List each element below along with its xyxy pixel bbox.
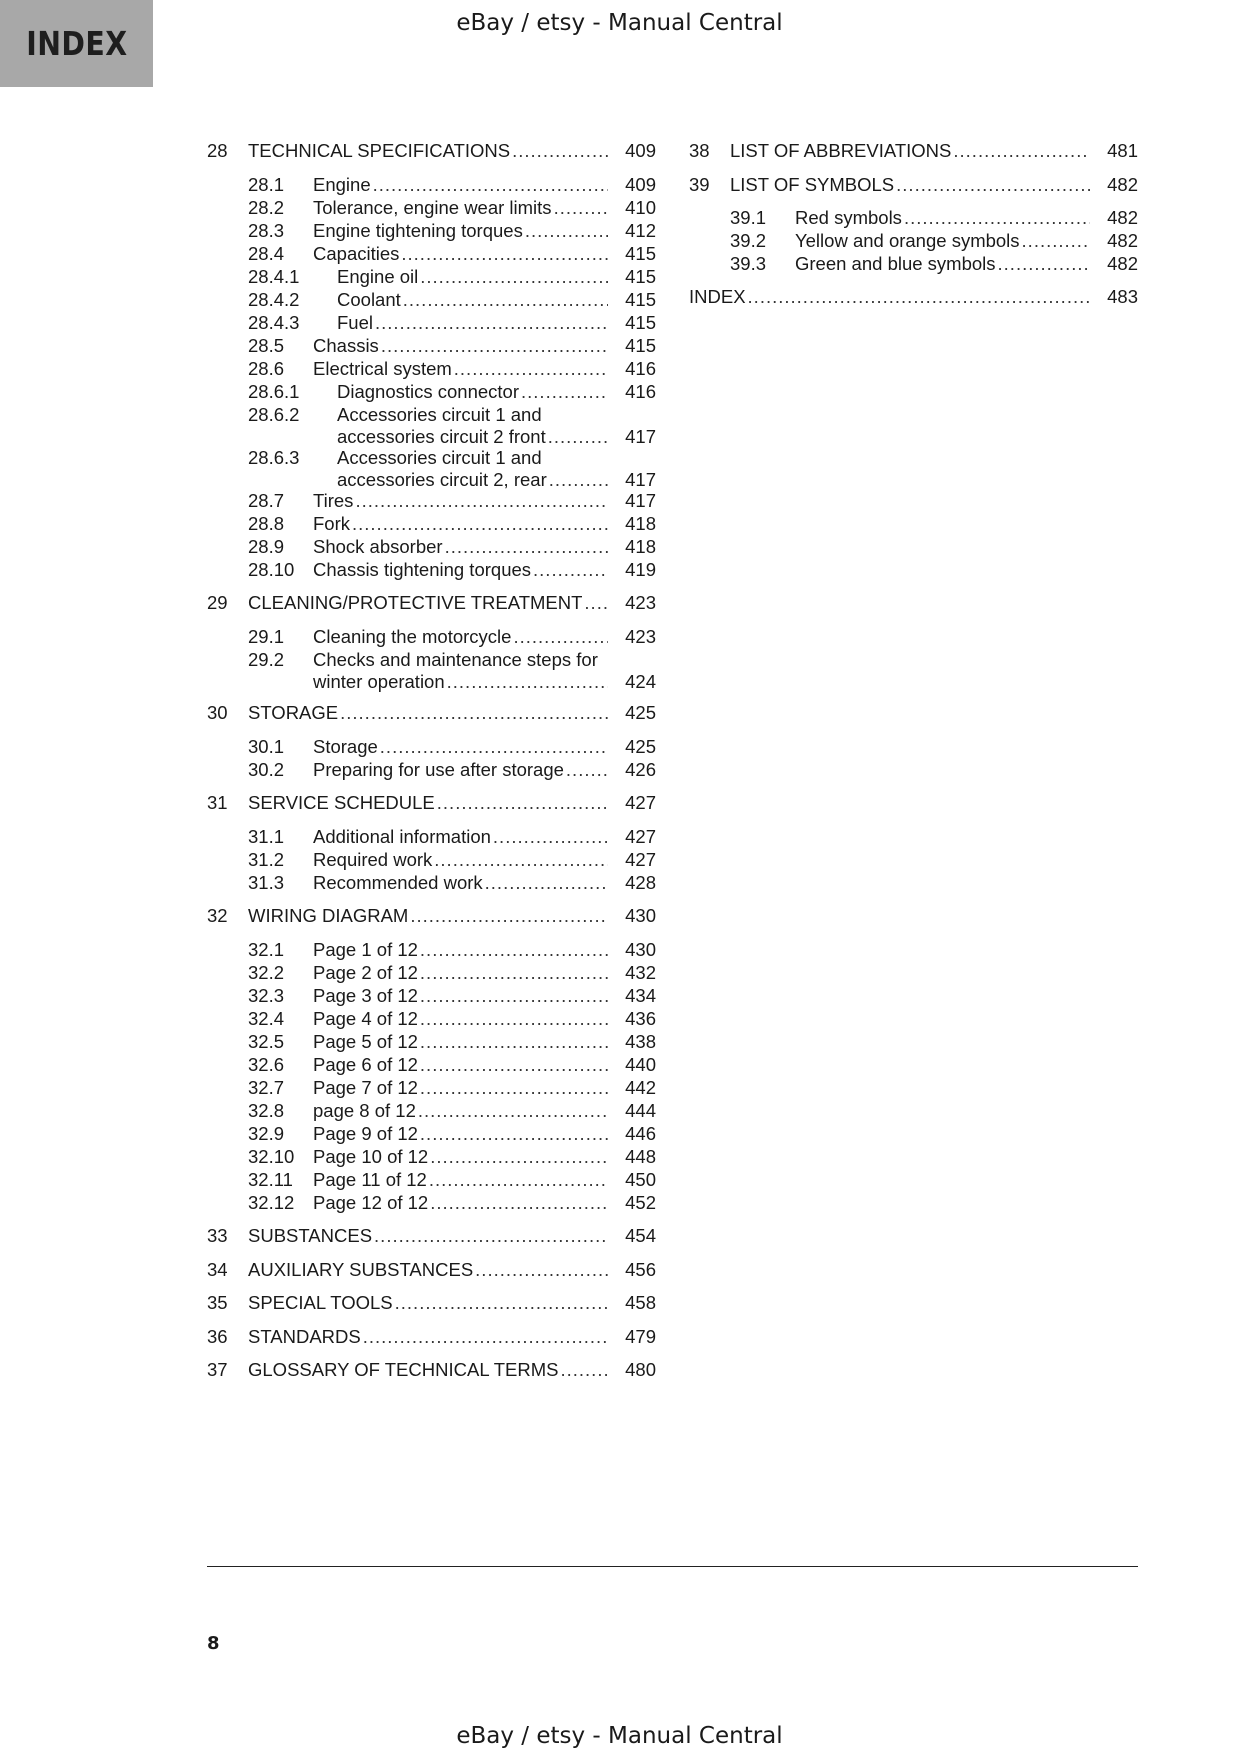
toc-entry-number: 30.1 (248, 736, 285, 757)
toc-entry-number: 28.1 (248, 174, 285, 195)
toc-entry-number: 28.2 (248, 197, 285, 218)
toc-entry-number: 37 (207, 1359, 228, 1380)
toc-entry-title: Tires (313, 490, 354, 511)
toc-entry-page: 482 (1107, 174, 1138, 195)
dot-leader (420, 962, 608, 984)
dot-leader (447, 671, 608, 693)
toc-entry-page: 416 (625, 381, 656, 402)
toc-entry-title: Fork (313, 513, 350, 534)
toc-entry-page: 427 (625, 792, 656, 813)
toc-entry-number: 28.4 (248, 243, 285, 264)
toc-entry-title: SERVICE SCHEDULE (248, 792, 435, 813)
dot-leader (521, 381, 608, 403)
toc-entry-title: Page 1 of 12 (313, 939, 418, 960)
toc-entry-number: 32.10 (248, 1146, 295, 1167)
toc-entry-page: 454 (625, 1225, 656, 1246)
toc-entry-page: 419 (625, 559, 656, 580)
dot-leader (410, 905, 608, 927)
toc-entry-title: WIRING DIAGRAM (248, 905, 409, 926)
toc-entry-page: 418 (625, 536, 656, 557)
toc-entry-page: 417 (625, 426, 656, 447)
dot-leader (430, 1192, 608, 1214)
toc-entry-number: 32.1 (248, 939, 285, 960)
toc-entry-page: 410 (625, 197, 656, 218)
toc-entry-number: 28.8 (248, 513, 285, 534)
toc-entry-title: SPECIAL TOOLS (248, 1292, 393, 1313)
toc-entry-title: page 8 of 12 (313, 1100, 416, 1121)
dot-leader (420, 1077, 608, 1099)
dot-leader (373, 174, 608, 196)
dot-leader (475, 1259, 608, 1281)
toc-entry-page: 426 (625, 759, 656, 780)
toc-entry-title: Page 9 of 12 (313, 1123, 418, 1144)
toc-entry-number: 28.4.2 (248, 289, 300, 310)
toc-entry-number: 28.3 (248, 220, 285, 241)
toc-entry-number: 36 (207, 1326, 228, 1347)
dot-leader (355, 490, 608, 512)
toc-entry-title: Storage (313, 736, 378, 757)
dot-leader (445, 536, 608, 558)
dot-leader (554, 197, 608, 219)
toc-entry-number: 28.6.2 (248, 404, 300, 425)
toc-entry-page: 434 (625, 985, 656, 1006)
toc-entry-number: 28.5 (248, 335, 285, 356)
toc-entry-title: Tolerance, engine wear limits (313, 197, 552, 218)
dot-leader (403, 289, 608, 311)
dot-leader (420, 939, 608, 961)
toc-entry-number: 32.3 (248, 985, 285, 1006)
dot-leader (420, 1123, 608, 1145)
toc-entry-page: 415 (625, 312, 656, 333)
toc-entry-number: 32.5 (248, 1031, 285, 1052)
dot-leader (437, 792, 608, 814)
toc-entry-title-line1: Accessories circuit 1 and (337, 404, 542, 425)
toc-entry-page: 438 (625, 1031, 656, 1052)
toc-entry-title: Electrical system (313, 358, 452, 379)
toc-entry-title: Preparing for use after storage (313, 759, 564, 780)
toc-entry-title: Chassis tightening torques (313, 559, 532, 580)
toc-entry-page: 415 (625, 289, 656, 310)
toc-entry-title: Chassis (313, 335, 379, 356)
dot-leader (420, 266, 608, 288)
toc-entry-page: 427 (625, 849, 656, 870)
toc-entry-page: 425 (625, 702, 656, 723)
toc-entry-title: Diagnostics connector (337, 381, 520, 402)
toc-entry-number: 32 (207, 905, 228, 926)
toc-entry-number: 33 (207, 1225, 228, 1246)
toc-entry-page: 432 (625, 962, 656, 983)
toc-entry-number: 32.8 (248, 1100, 285, 1121)
toc-entry-number: 39.3 (730, 253, 767, 274)
toc-entry-title: Required work (313, 849, 433, 870)
dot-leader (420, 1031, 608, 1053)
toc-entry-title: accessories circuit 2 front (337, 426, 546, 447)
toc-entry-number: 32.9 (248, 1123, 285, 1144)
toc-entry-title: Red symbols (795, 207, 902, 228)
toc-entry-number: 28.4.3 (248, 312, 300, 333)
toc-entry-title: TECHNICAL SPECIFICATIONS (248, 140, 511, 161)
toc-entry-page: 423 (625, 626, 656, 647)
dot-leader (584, 592, 608, 614)
dot-leader (434, 849, 608, 871)
toc-entry-page: 483 (1107, 286, 1138, 307)
toc-entry-title: Shock absorber (313, 536, 443, 557)
toc-entry-title: Green and blue symbols (795, 253, 996, 274)
dot-leader (485, 872, 608, 894)
toc-entry-title: Page 3 of 12 (313, 985, 418, 1006)
toc-entry-number: 28.4.1 (248, 266, 300, 287)
toc-entry-page: 427 (625, 826, 656, 847)
toc-entry-title: LIST OF ABBREVIATIONS (730, 140, 952, 161)
dot-leader (525, 220, 608, 242)
toc-entry-page: 480 (625, 1359, 656, 1380)
dot-leader (363, 1326, 608, 1348)
toc-entry-page: 415 (625, 266, 656, 287)
toc-entry-number: 28.7 (248, 490, 285, 511)
toc-entry-number: 39.2 (730, 230, 767, 251)
toc-entry-number: 39.1 (730, 207, 767, 228)
dot-leader (418, 1100, 608, 1122)
toc-entry-page: 458 (625, 1292, 656, 1313)
toc-entry-number: 32.12 (248, 1192, 295, 1213)
toc-entry-title: Page 5 of 12 (313, 1031, 418, 1052)
toc-entry-page: 412 (625, 220, 656, 241)
toc-entry-number: 31.2 (248, 849, 285, 870)
toc-entry-page: 428 (625, 872, 656, 893)
toc-entry-number: 32.6 (248, 1054, 285, 1075)
toc-entry-number: 28.9 (248, 536, 285, 557)
dot-leader (401, 243, 608, 265)
footer-watermark: eBay / etsy - Manual Central (456, 1723, 783, 1749)
toc-entry-title: INDEX (689, 286, 746, 307)
dot-leader (420, 1008, 608, 1030)
dot-leader (381, 335, 608, 357)
header-watermark: eBay / etsy - Manual Central (456, 10, 783, 36)
dot-leader (420, 1054, 608, 1076)
toc-entry-number: 32.2 (248, 962, 285, 983)
dot-leader (380, 736, 608, 758)
toc-entry-page: 416 (625, 358, 656, 379)
dot-leader (549, 469, 608, 491)
toc-entry-page: 423 (625, 592, 656, 613)
toc-entry-page: 452 (625, 1192, 656, 1213)
toc-entry-page: 446 (625, 1123, 656, 1144)
dot-leader (998, 253, 1090, 275)
toc-entry-page: 417 (625, 469, 656, 490)
toc-entry-title: CLEANING/PROTECTIVE TREATMENT (248, 592, 583, 613)
toc-entry-number: 29.2 (248, 649, 285, 670)
toc-entry-page: 444 (625, 1100, 656, 1121)
toc-entry-page: 479 (625, 1326, 656, 1347)
dot-leader (560, 1359, 608, 1381)
toc-entry-page: 425 (625, 736, 656, 757)
toc-entry-title: AUXILIARY SUBSTANCES (248, 1259, 474, 1280)
dot-leader (748, 286, 1090, 308)
toc-entry-number: 32.4 (248, 1008, 285, 1029)
dot-leader (533, 559, 608, 581)
toc-entry-title: Capacities (313, 243, 400, 264)
toc-entry-title: Page 6 of 12 (313, 1054, 418, 1075)
dot-leader (375, 312, 608, 334)
toc-entry-number: 30.2 (248, 759, 285, 780)
toc-entry-title: Engine tightening torques (313, 220, 523, 241)
dot-leader (454, 358, 608, 380)
toc-entry-page: 424 (625, 671, 656, 692)
toc-entry-title: Page 7 of 12 (313, 1077, 418, 1098)
toc-entry-page: 436 (625, 1008, 656, 1029)
toc-entry-number: 31.3 (248, 872, 285, 893)
dot-leader (513, 626, 608, 648)
toc-entry-page: 481 (1107, 140, 1138, 161)
dot-leader (374, 1225, 608, 1247)
toc-entry-title: Page 10 of 12 (313, 1146, 429, 1167)
toc-entry-page: 448 (625, 1146, 656, 1167)
toc-entry-page: 456 (625, 1259, 656, 1280)
toc-entry-number: 28.6.1 (248, 381, 300, 402)
toc-entry-title: SUBSTANCES (248, 1225, 373, 1246)
dot-leader (904, 207, 1090, 229)
toc-entry-number: 32.11 (248, 1169, 293, 1190)
dot-leader (430, 1146, 608, 1168)
toc-entry-title: Page 4 of 12 (313, 1008, 418, 1029)
toc-entry-title: Yellow and orange symbols (795, 230, 1020, 251)
toc-entry-number: 28.6 (248, 358, 285, 379)
toc-entry-title: STORAGE (248, 702, 339, 723)
dot-leader (512, 140, 608, 162)
toc-entry-number: 28.10 (248, 559, 295, 580)
toc-entry-title: STANDARDS (248, 1326, 361, 1347)
toc-entry-page: 409 (625, 140, 656, 161)
toc-entry-page: 415 (625, 243, 656, 264)
toc-entry-page: 417 (625, 490, 656, 511)
toc-entry-page: 482 (1107, 207, 1138, 228)
toc-entry-number: 39 (689, 174, 710, 195)
toc-entry-page: 409 (625, 174, 656, 195)
dot-leader (429, 1169, 608, 1191)
toc-entry-title: Page 11 of 12 (313, 1169, 427, 1190)
toc-entry-page: 430 (625, 905, 656, 926)
toc-entry-number: 35 (207, 1292, 228, 1313)
dot-leader (340, 702, 608, 724)
dot-leader (493, 826, 608, 848)
dot-leader (395, 1292, 608, 1314)
toc-entry-title: Page 2 of 12 (313, 962, 418, 983)
toc-entry-title: winter operation (313, 671, 445, 692)
toc-entry-number: 30 (207, 702, 228, 723)
toc-entry-title: Page 12 of 12 (313, 1192, 429, 1213)
dot-leader (566, 759, 608, 781)
toc-entry-title: Coolant (337, 289, 401, 310)
toc-entry-page: 482 (1107, 253, 1138, 274)
toc-entry-page: 430 (625, 939, 656, 960)
toc-entry-title: Engine (313, 174, 371, 195)
toc-entry-page: 440 (625, 1054, 656, 1075)
toc-entry-page: 442 (625, 1077, 656, 1098)
dot-leader (896, 174, 1090, 196)
toc-entry-number: 29 (207, 592, 228, 613)
toc-entry-page: 418 (625, 513, 656, 534)
dot-leader (352, 513, 608, 535)
toc-entry-number: 28.6.3 (248, 447, 300, 468)
dot-leader (548, 426, 608, 448)
toc-entry-title: accessories circuit 2, rear (337, 469, 547, 490)
dot-leader (420, 985, 608, 1007)
toc-entry-title: Additional information (313, 826, 491, 847)
toc-entry-title-line1: Accessories circuit 1 and (337, 447, 542, 468)
footer-divider (207, 1566, 1138, 1567)
toc-entry-number: 32.7 (248, 1077, 285, 1098)
toc-entry-page: 482 (1107, 230, 1138, 251)
page-number: 8 (207, 1633, 220, 1654)
toc-entry-number: 31 (207, 792, 228, 813)
toc-entry-title: Cleaning the motorcycle (313, 626, 512, 647)
toc-entry-title: LIST OF SYMBOLS (730, 174, 895, 195)
toc-entry-title: GLOSSARY OF TECHNICAL TERMS (248, 1359, 559, 1380)
toc-entry-title-line1: Checks and maintenance steps for (313, 649, 598, 670)
toc-entry-number: 38 (689, 140, 710, 161)
toc-entry-number: 31.1 (248, 826, 285, 847)
toc-entry-number: 29.1 (248, 626, 285, 647)
section-tab-label: INDEX (25, 24, 128, 63)
toc-entry-page: 450 (625, 1169, 656, 1190)
toc-entry-number: 28 (207, 140, 228, 161)
toc-entry-title: Fuel (337, 312, 373, 333)
toc-entry-title: Engine oil (337, 266, 419, 287)
dot-leader (1022, 230, 1090, 252)
toc-entry-title: Recommended work (313, 872, 483, 893)
toc-entry-number: 34 (207, 1259, 228, 1280)
toc-entry-page: 415 (625, 335, 656, 356)
dot-leader (953, 140, 1090, 162)
